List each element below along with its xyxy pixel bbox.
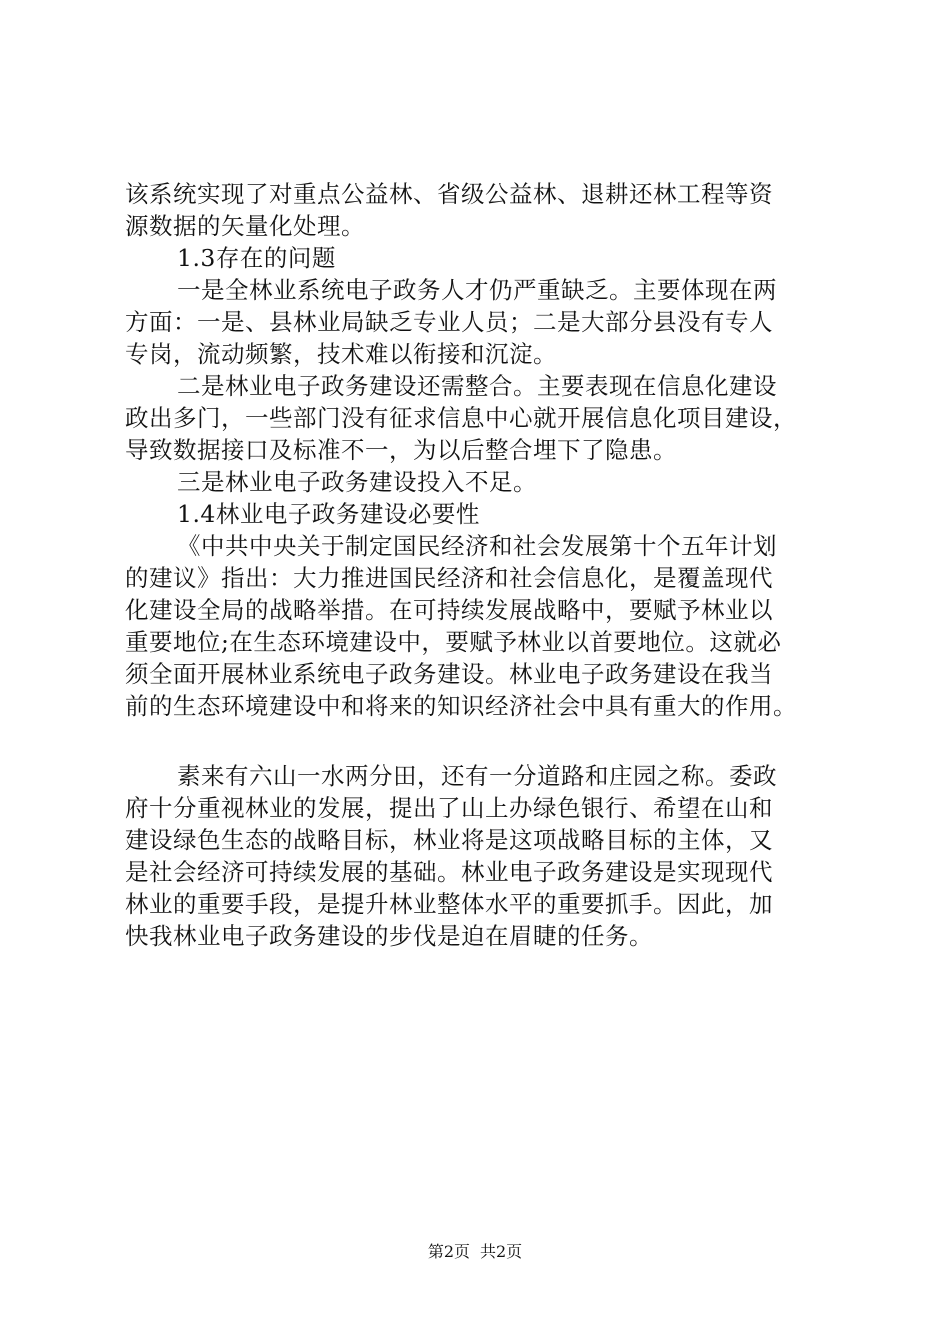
paragraph-line: 政出多门，一些部门没有征求信息中心就开展信息化项目建设， [125, 404, 797, 432]
paragraph-line: 二是林业电子政务建设还需整合。主要表现在信息化建设 [177, 372, 777, 400]
paragraph-line: 林业的重要手段，是提升林业整体水平的重要抓手。因此，加 [125, 890, 773, 918]
paragraph-line: 该系统实现了对重点公益林、省级公益林、退耕还林工程等资 [125, 180, 773, 208]
paragraph-line: 重要地位;在生态环境建设中，要赋予林业以首要地位。这就必 [125, 628, 782, 656]
page-total: 共2页 [480, 1242, 523, 1261]
document-body [125, 178, 825, 952]
paragraph-line: 方面：一是、县林业局缺乏专业人员；二是大部分县没有专人 [125, 308, 773, 336]
section-heading: 1.4林业电子政务建设必要性 [177, 500, 480, 528]
paragraph-line: 须全面开展林业系统电子政务建设。林业电子政务建设在我当 [125, 660, 773, 688]
section-heading: 1.3存在的问题 [177, 244, 336, 272]
paragraph-line: 素来有六山一水两分田，还有一分道路和庄园之称。委政 [177, 762, 777, 790]
paragraph-line: 专岗，流动频繁，技术难以衔接和沉淀。 [125, 340, 557, 368]
paragraph-line: 《中共中央关于制定国民经济和社会发展第十个五年计划 [177, 532, 777, 560]
page-footer [0, 1241, 950, 1263]
paragraph-line: 一是全林业系统电子政务人才仍严重缺乏。主要体现在两 [177, 276, 777, 304]
paragraph-line: 府十分重视林业的发展，提出了山上办绿色银行、希望在山和 [125, 794, 773, 822]
paragraph-line: 源数据的矢量化处理。 [125, 212, 365, 240]
paragraph-spacer [125, 722, 825, 760]
paragraph-line: 导致数据接口及标准不一，为以后整合埋下了隐患。 [125, 436, 677, 464]
paragraph-line: 三是林业电子政务建设投入不足。 [177, 468, 537, 496]
paragraph-line: 的建议》指出：大力推进国民经济和社会信息化，是覆盖现代 [125, 564, 773, 592]
paragraph-line: 化建设全局的战略举措。在可持续发展战略中，要赋予林业以 [125, 596, 773, 624]
paragraph-line: 快我林业电子政务建设的步伐是迫在眉睫的任务。 [125, 922, 653, 950]
paragraph-line: 是社会经济可持续发展的基础。林业电子政务建设是实现现代 [125, 858, 773, 886]
paragraph-line: 前的生态环境建设中和将来的知识经济社会中具有重大的作用。 [125, 692, 797, 720]
page-number: 第2页 [427, 1242, 470, 1261]
paragraph-line: 建设绿色生态的战略目标，林业将是这项战略目标的主体，又 [125, 826, 773, 854]
